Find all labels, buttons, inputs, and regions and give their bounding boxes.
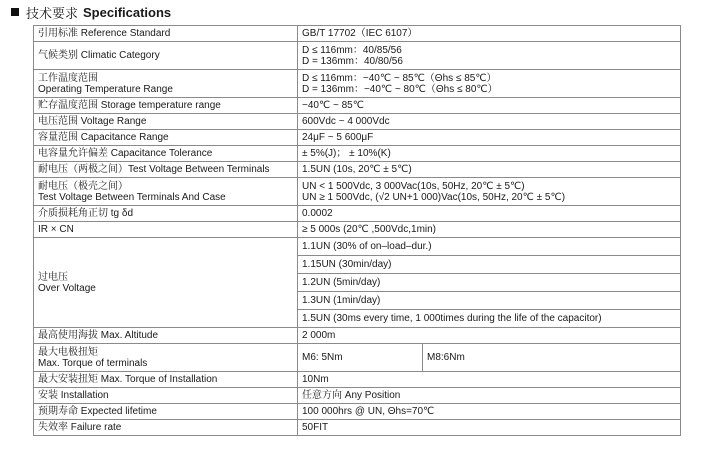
label-storage-temperature: 贮存温度范围 Storage temperature range (34, 98, 298, 114)
over-label-cn: 过电压 (38, 271, 68, 283)
row-expected-lifetime (34, 404, 681, 420)
tvtc-line-2: UN ≥ 1 500Vdc, (√2 UN+1 000)Vac(10s, 50Hz, 20℃ ± 5℃) (302, 191, 566, 203)
row-over-voltage (34, 238, 681, 328)
climatic-line-1: D ≤ 116mm：40/85/56 (302, 44, 402, 56)
value-failure-rate: 50FIT (298, 420, 681, 436)
row-voltage-range (34, 114, 681, 130)
value-climatic-category (298, 42, 681, 70)
value-test-voltage-terminals: 1.5UN (10s, 20℃ ± 5℃) (298, 162, 681, 178)
label-capacitance-range: 容量范围 Capacitance Range (34, 130, 298, 146)
value-test-voltage-case (298, 178, 681, 206)
tvtc-line-1: UN < 1 500Vdc, 3 000Vac(10s, 50Hz, 20℃ ± 5℃) (302, 180, 525, 192)
row-test-voltage-case (34, 178, 681, 206)
value-capacitance-tolerance: ± 5%(J)； ± 10%(K) (298, 146, 681, 162)
label-climatic-category: 气候类别 Climatic Category (34, 42, 298, 70)
section-title (11, 3, 171, 21)
title-cn: 技术要求 (26, 5, 79, 21)
value-max-altitude: 2 000m (298, 328, 681, 344)
value-capacitance-range: 24μF ~ 5 600μF (298, 130, 681, 146)
label-over-voltage (34, 238, 298, 328)
row-capacitance-range (34, 130, 681, 146)
label-expected-lifetime: 预期寿命 Expected lifetime (34, 404, 298, 420)
over-voltage-item: 1.3UN (1min/day) (298, 292, 680, 310)
row-installation (34, 388, 681, 404)
row-installation-torque (34, 372, 681, 388)
label-capacitance-tolerance: 电容量允许偏差 Capacitance Tolerance (34, 146, 298, 162)
label-installation: 安装 Installation (34, 388, 298, 404)
value-terminal-torque (298, 344, 681, 372)
label-dissipation-factor: 介质损耗角正切 tg δd (34, 206, 298, 222)
optemp-line-1: D ≤ 116mm：−40℃ ~ 85℃（Θhs ≤ 85℃） (302, 72, 497, 84)
row-test-voltage-terminals (34, 162, 681, 178)
value-dissipation-factor: 0.0002 (298, 206, 681, 222)
row-terminal-torque (34, 344, 681, 372)
row-storage-temperature (34, 98, 681, 114)
optemp-label-en: Operating Temperature Range (38, 83, 173, 95)
torque-label-en: Max. Torque of terminals (38, 357, 148, 369)
value-expected-lifetime: 100 000hrs @ UN, Θhs=70℃ (298, 404, 681, 420)
torque-m6: M6: 5Nm (298, 344, 423, 371)
label-reference-standard: 引用标准 Reference Standard (34, 26, 298, 42)
value-storage-temperature: −40℃ ~ 85℃ (298, 98, 681, 114)
label-max-altitude: 最高使用海拔 Max. Altitude (34, 328, 298, 344)
label-installation-torque: 最大安装扭矩 Max. Torque of Installation (34, 372, 298, 388)
optemp-label-cn: 工作温度范围 (38, 72, 98, 84)
value-over-voltage (298, 238, 681, 328)
value-installation-torque: 10Nm (298, 372, 681, 388)
label-insulation-resistance: IR × CN (34, 222, 298, 238)
value-installation: 任意方向 Any Position (298, 388, 681, 404)
label-test-voltage-terminals: 耐电压（两极之间）Test Voltage Between Terminals (34, 162, 298, 178)
value-operating-temperature (298, 70, 681, 98)
label-test-voltage-case (34, 178, 298, 206)
row-operating-temperature (34, 70, 681, 98)
tvtc-label-en: Test Voltage Between Terminals And Case (38, 191, 226, 203)
row-failure-rate (34, 420, 681, 436)
label-operating-temperature (34, 70, 298, 98)
row-dissipation-factor (34, 206, 681, 222)
climatic-line-2: D = 136mm：40/80/56 (302, 55, 403, 67)
label-failure-rate: 失效率 Failure rate (34, 420, 298, 436)
bullet-square-icon (11, 8, 19, 16)
title-en: Specifications (83, 4, 172, 20)
over-voltage-item: 1.1UN (30% of on–load–dur.) (298, 238, 680, 256)
row-insulation-resistance (34, 222, 681, 238)
over-voltage-item: 1.2UN (5min/day) (298, 274, 680, 292)
over-voltage-item: 1.5UN (30ms every time, 1 000times during the life of the capacitor) (302, 313, 602, 324)
value-voltage-range: 600Vdc ~ 4 000Vdc (298, 114, 681, 130)
torque-m8: M8:6Nm (427, 352, 465, 363)
label-voltage-range: 电压范围 Voltage Range (34, 114, 298, 130)
row-climatic-category (34, 42, 681, 70)
tvtc-label-cn: 耐电压（极壳之间） (38, 180, 128, 192)
specifications-table (33, 25, 681, 436)
optemp-line-2: D = 136mm：−40℃ ~ 80℃（Θhs ≤ 80℃） (302, 83, 498, 95)
value-reference-standard: GB/T 17702（IEC 6107） (298, 26, 681, 42)
row-reference-standard (34, 26, 681, 42)
row-capacitance-tolerance (34, 146, 681, 162)
over-label-en: Over Voltage (38, 282, 96, 294)
torque-label-cn: 最大电极扭矩 (38, 346, 98, 358)
row-max-altitude (34, 328, 681, 344)
over-voltage-item: 1.15UN (30min/day) (298, 256, 680, 274)
value-insulation-resistance: ≥ 5 000s (20℃ ,500Vdc,1min) (298, 222, 681, 238)
label-terminal-torque (34, 344, 298, 372)
